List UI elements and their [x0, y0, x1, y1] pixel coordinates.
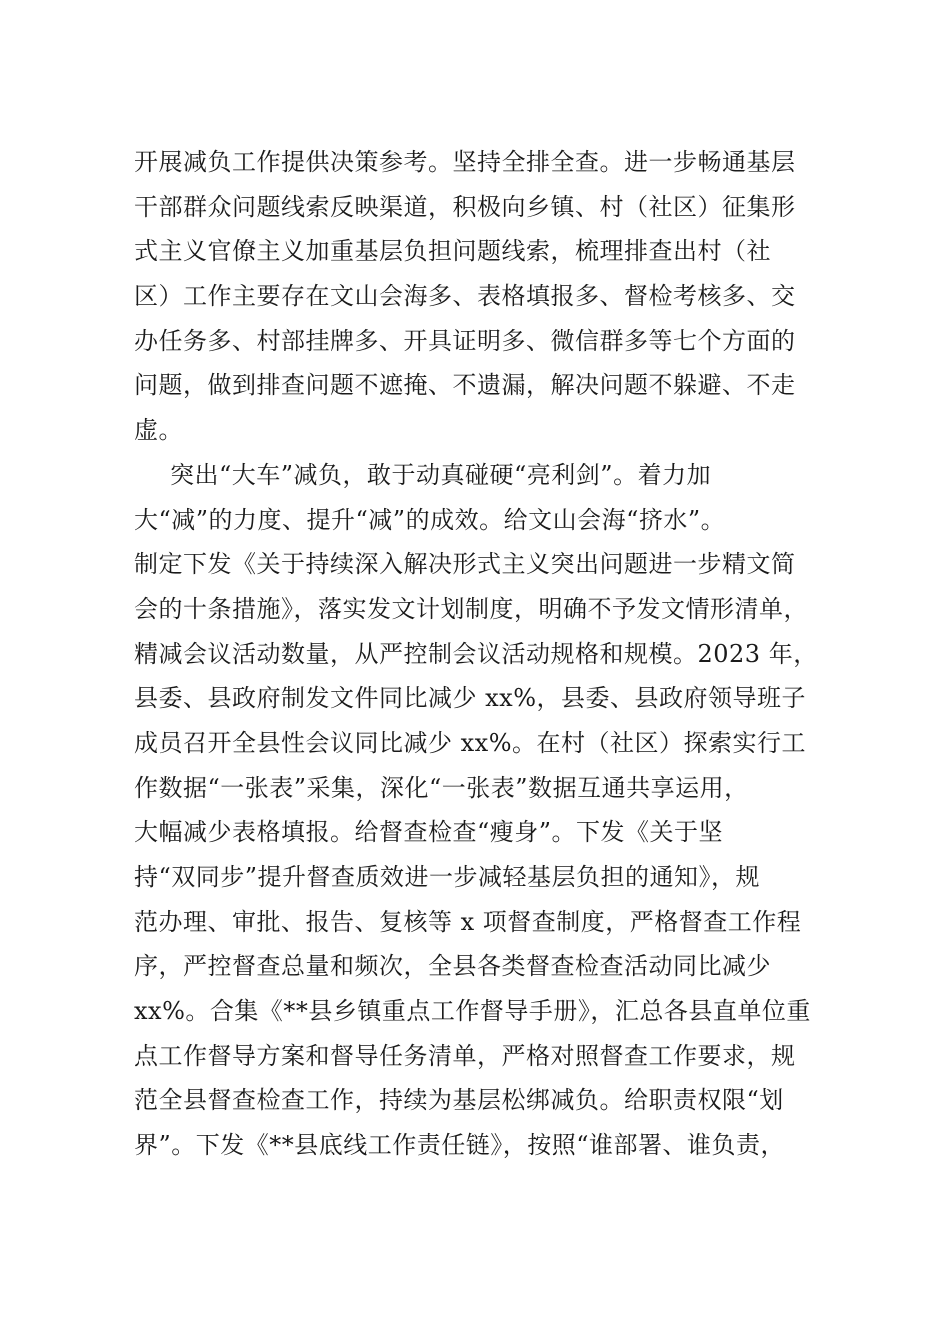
text-line: 成员召开全县性会议同比减少 xx%。在村（社区）探索实行工 [134, 728, 807, 757]
text-line: 制定下发《关于持续深入解决形式主义突出问题进一步精文简 [134, 550, 796, 579]
text-line: 突出“大车”减负，敢于动真碰硬“亮利剑”。着力加 [170, 460, 712, 489]
text-line: 界”。下发《**县底线工作责任链》，按照“谁部署、谁负责， [134, 1131, 786, 1160]
text-line: 精减会议活动数量，从严控制会议活动规格和规模。2023 年， [134, 639, 818, 668]
text-line: 作数据“一张表”采集，深化“一张表”数据互通共享运用， [134, 773, 749, 802]
text-line: 问题，做到排查问题不遮掩、不遗漏，解决问题不躲避、不走 [134, 371, 796, 400]
text-line: xx%。合集《**县乡镇重点工作督导手册》，汇总各县直单位重 [134, 997, 811, 1026]
text-line: 办任务多、村部挂牌多、开具证明多、微信群多等七个方面的 [134, 326, 796, 355]
text-line: 点工作督导方案和督导任务清单，严格对照督查工作要求，规 [134, 1041, 796, 1070]
text-line: 区）工作主要存在文山会海多、表格填报多、督检考核多、交 [134, 282, 796, 311]
text-line: 开展减负工作提供决策参考。坚持全排全查。进一步畅通基层 [134, 148, 796, 176]
text-line: 县委、县政府制发文件同比减少 xx%，县委、县政府领导班子 [134, 684, 807, 713]
paragraph-1 [134, 140, 824, 453]
paragraph-2 [134, 453, 824, 1168]
text-line: 持“双同步”提升督查质效进一步减轻基层负担的通知》，规 [134, 863, 761, 891]
text-line: 范办理、审批、报告、复核等 x 项督查制度，严格督查工作程 [134, 907, 802, 936]
text-line: 干部群众问题线索反映渠道，积极向乡镇、村（社区）征集形 [134, 192, 796, 221]
text-line: 范全县督查检查工作，持续为基层松绑减负。给职责权限“划 [134, 1086, 784, 1115]
document-body [134, 140, 824, 1168]
text-line: 虚。 [134, 416, 183, 445]
text-line: 大“减”的力度、提升“减”的成效。给文山会海“挤水”。 [134, 505, 726, 534]
text-line: 式主义官僚主义加重基层负担问题线索，梳理排查出村（社 [134, 237, 771, 266]
text-line: 序，严控督查总量和频次，全县各类督查检查活动同比减少 [134, 952, 771, 981]
text-line: 大幅减少表格填报。给督查检查“瘦身”。下发《关于坚 [134, 818, 724, 847]
text-line: 会的十条措施》，落实发文计划制度，明确不予发文情形清单， [134, 594, 808, 623]
